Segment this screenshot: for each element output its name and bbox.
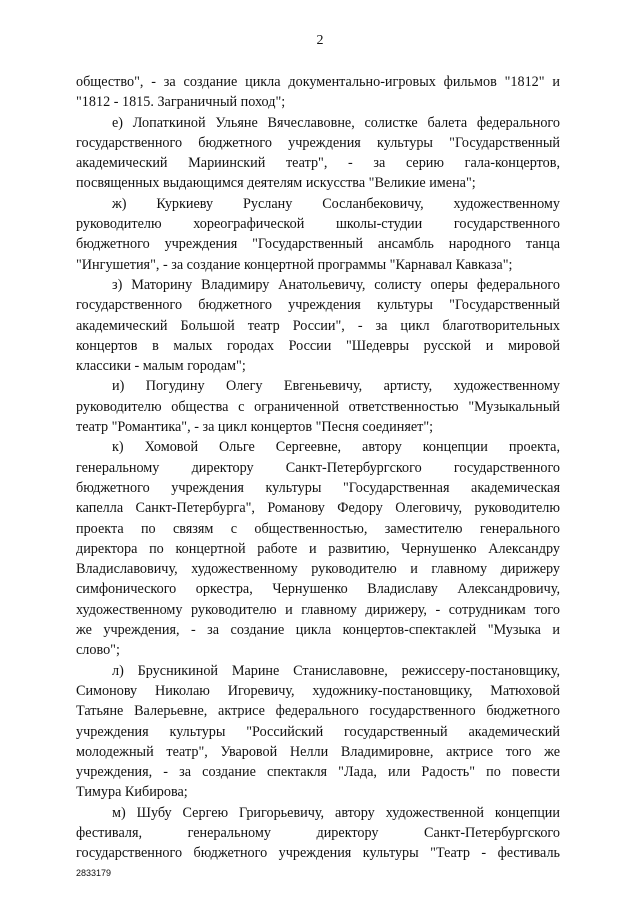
- paragraph: [76, 194, 560, 275]
- text-line: бюджетного учреждения культуры "Государственная академическая: [76, 479, 560, 496]
- paragraph: [76, 661, 560, 803]
- text-line: фестиваля, генеральному директору Санкт-Петербургского: [76, 824, 560, 841]
- text-line: посвященных выдающимся деятелям искусства "Великие имена";: [76, 175, 476, 192]
- text-line: академический Мариинский театр", - за серию гала-концертов,: [76, 155, 560, 172]
- text-line: Татьяне Валерьевне, актрисе федерального государственного бюджетного: [76, 703, 560, 720]
- text-line: симфонического оркестра, Чернушенко Владиславу Александровичу,: [76, 581, 560, 598]
- text-line: л) Брусникиной Марине Станиславовне, режиссеру-постановщику,: [112, 662, 560, 679]
- text-line: руководителю хореографической школы-студии государственного: [76, 216, 560, 233]
- paragraph: [76, 803, 560, 864]
- text-line: государственного бюджетного учреждения культуры "Государственный: [76, 134, 560, 151]
- page-number: 2: [316, 33, 324, 48]
- text-line: бюджетного учреждения "Государственный ансамбль народного танца: [76, 236, 560, 253]
- text-line: молодежный театр", Уваровой Нелли Владимировне, актрисе того же: [76, 743, 560, 760]
- document-code: 2833179: [76, 868, 112, 878]
- text-line: руководителю общества с ограниченной ответственностью "Музыкальный: [76, 398, 560, 415]
- text-line: Владиславовичу, художественному руководителю и главному дирижеру: [76, 561, 560, 578]
- text-line: и) Погудину Олегу Евгеньевичу, артисту, художественному: [112, 378, 560, 395]
- text-line: классики - малым городам";: [76, 358, 246, 375]
- paragraph: [76, 72, 560, 113]
- document-body: [76, 72, 560, 864]
- text-line: "1812 - 1815. Заграничный поход";: [76, 94, 286, 111]
- text-line: государственного бюджетного учреждения культуры "Театр - фестиваль: [76, 845, 560, 862]
- text-line: учреждения культуры "Российский государственный академический: [76, 723, 560, 740]
- text-line: генеральному директору Санкт-Петербургского государственного: [76, 459, 560, 476]
- text-line: Симонову Николаю Игоревичу, художнику-постановщику, Матюховой: [76, 682, 560, 699]
- paragraph: [76, 437, 560, 660]
- text-line: театр "Романтика", - за цикл концертов "Песня соединяет";: [76, 419, 434, 436]
- text-line: к) Хомовой Ольге Сергеевне, автору концепции проекта,: [112, 439, 560, 456]
- text-line: художественному руководителю и главному дирижеру, - сотрудникам того: [76, 601, 560, 618]
- text-line: ж) Куркиеву Руслану Сосланбековичу, художественному: [112, 195, 560, 212]
- text-line: м) Шубу Сергею Григорьевичу, автору художественной концепции: [112, 804, 560, 821]
- text-line: проекта по связям с общественностью, заместителю генерального: [76, 520, 560, 537]
- text-line: Тимура Кибирова;: [76, 784, 188, 801]
- paragraph: [76, 376, 560, 437]
- text-line: государственного бюджетного учреждения культуры "Государственный: [76, 297, 560, 314]
- text-line: капелла Санкт-Петербурга", Романову Федору Олеговичу, руководителю: [76, 500, 560, 517]
- paragraph: [76, 113, 560, 194]
- text-line: общество", - за создание цикла документально-игровых фильмов "1812" и: [76, 74, 560, 90]
- text-line: же учреждения, - за создание цикла концертов-спектаклей "Музыка и: [76, 622, 560, 639]
- text-line: директора по концертной работе и развитию, Чернушенко Александру: [76, 540, 560, 557]
- text-line: учреждения, - за создание спектакля "Лада, или Радость" по повести: [76, 764, 560, 781]
- paragraph: [76, 275, 560, 376]
- text-line: слово";: [76, 642, 120, 659]
- text-line: академический Большой театр России", - за цикл благотворительных: [76, 317, 560, 334]
- text-line: е) Лопаткиной Ульяне Вячеславовне, солистке балета федерального: [112, 114, 560, 131]
- text-line: концертов в малых городах России "Шедевры русской и мировой: [76, 337, 560, 354]
- text-line: "Ингушетия", - за создание концертной программы "Карнавал Кавказа";: [76, 256, 513, 273]
- text-line: з) Маторину Владимиру Анатольевичу, солисту оперы федерального: [112, 276, 560, 293]
